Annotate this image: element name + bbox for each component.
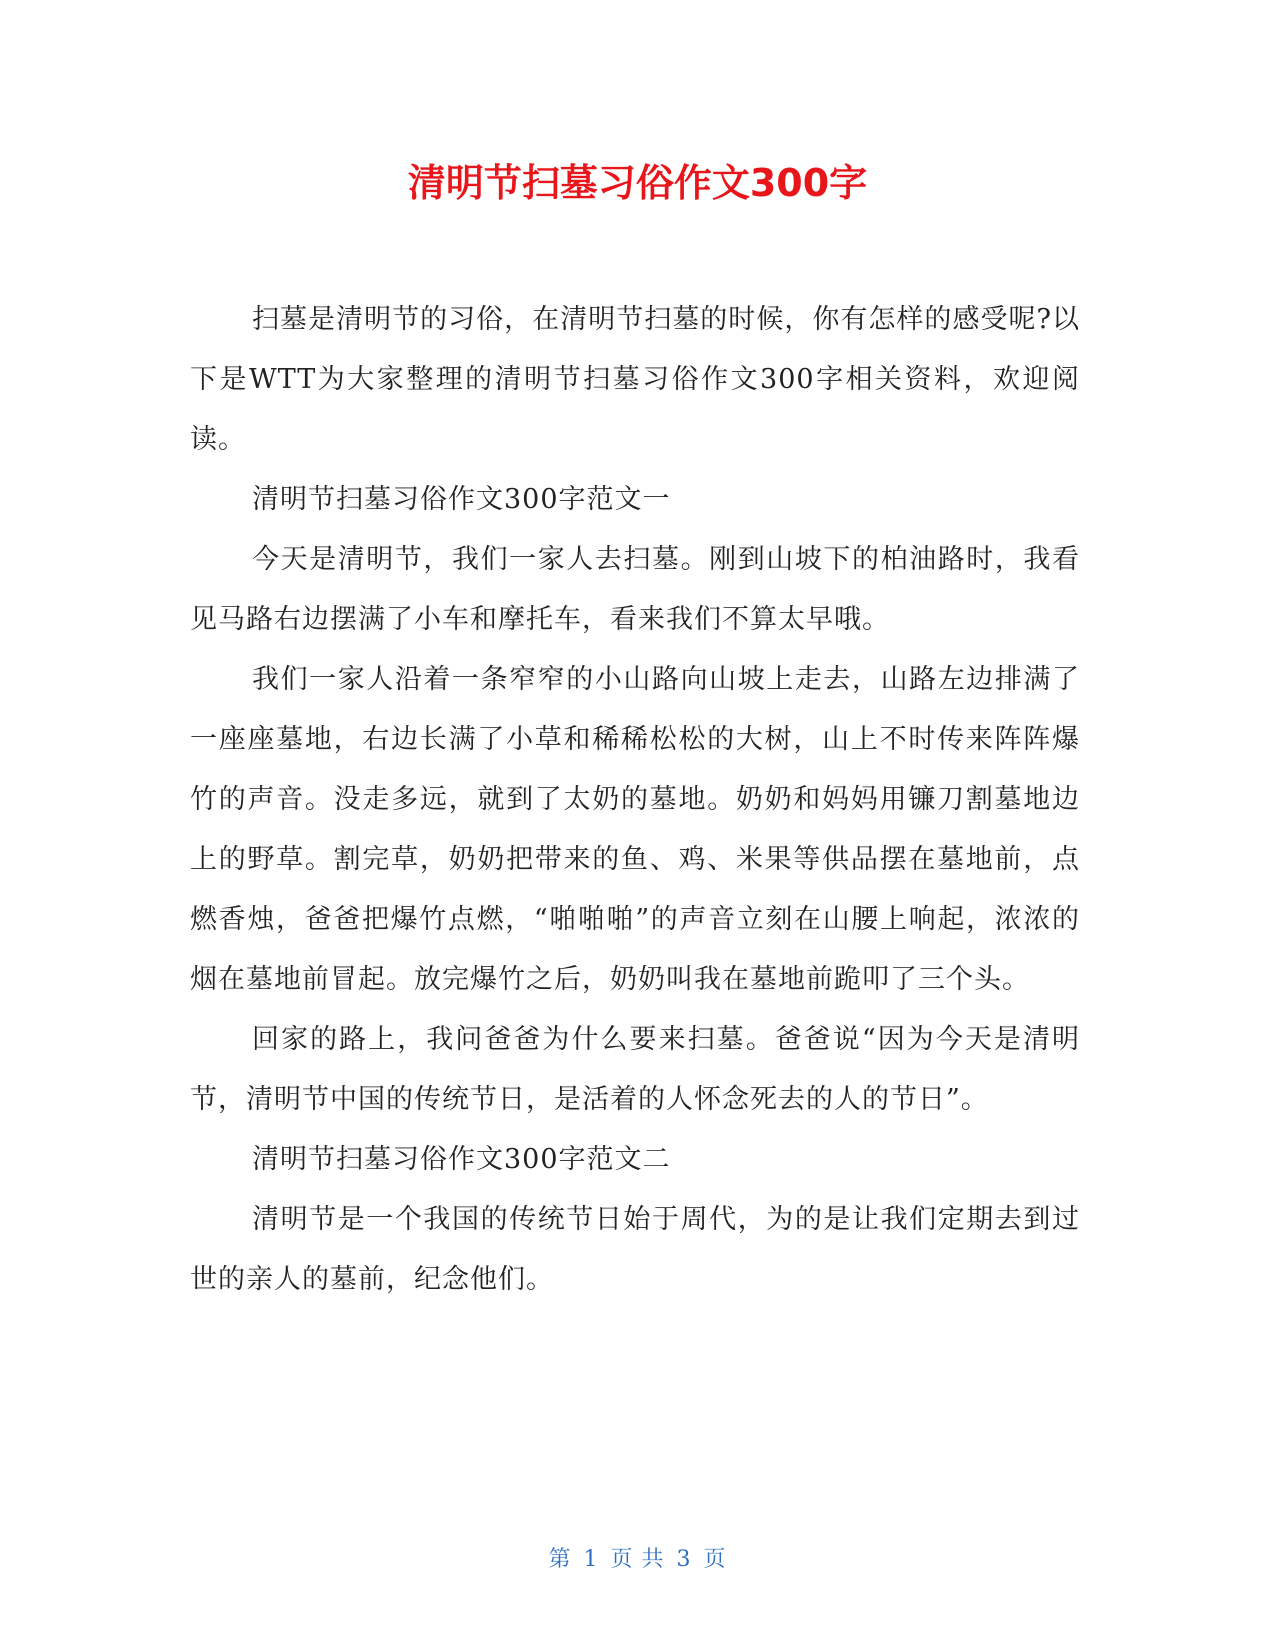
paragraph-essay1-2: 我们一家人沿着一条窄窄的小山路向山坡上走去，山路左边排满了一座座墓地，右边长满了小草和稀稀松松的大树，山上不时传来阵阵爆竹的声音。没走多远，就到了太奶的墓地。奶奶和妈妈用镰刀割墓地边上的野草。割完草，奶奶把带来的鱼、鸡、米果等供品摆在墓地前，点燃香烛，爸爸把爆竹点燃，“啪啪啪”的声音立刻在山腰上响起，浓浓的烟在墓地前冒起。放完爆竹之后，奶奶叫我在墓地前跪叩了三个头。: [190, 664, 1080, 995]
paragraph-essay1-1: 今天是清明节，我们一家人去扫墓。刚到山坡下的柏油路时，我看见马路右边摆满了小车和摩托车，看来我们不算太早哦。: [190, 544, 1080, 635]
footer-mid: 页 共: [610, 1547, 665, 1572]
paragraph-essay1-3: 回家的路上，我问爸爸为什么要来扫墓。爸爸说“因为今天是清明节，清明节中国的传统节日，是活着的人怀念死去的人的节日”。: [190, 1024, 1080, 1115]
section-heading-1: 清明节扫墓习俗作文300字范文一: [252, 484, 671, 515]
document-body: [190, 290, 1080, 1310]
document-title: 清明节扫墓习俗作文300字: [407, 161, 868, 205]
footer-prefix: 第: [548, 1547, 572, 1572]
paragraph-essay2-1: 清明节是一个我国的传统节日始于周代，为的是让我们定期去到过世的亲人的墓前，纪念他们。: [190, 1204, 1080, 1295]
current-page-number: 1: [583, 1547, 599, 1572]
footer-suffix: 页: [703, 1547, 727, 1572]
page-footer: [0, 1545, 1275, 1575]
paragraph-intro: 扫墓是清明节的习俗，在清明节扫墓的时候，你有怎样的感受呢?以下是WTT为大家整理的清明节扫墓习俗作文300字相关资料，欢迎阅读。: [190, 304, 1080, 455]
total-pages-number: 3: [676, 1547, 692, 1572]
section-heading-2: 清明节扫墓习俗作文300字范文二: [252, 1144, 671, 1175]
